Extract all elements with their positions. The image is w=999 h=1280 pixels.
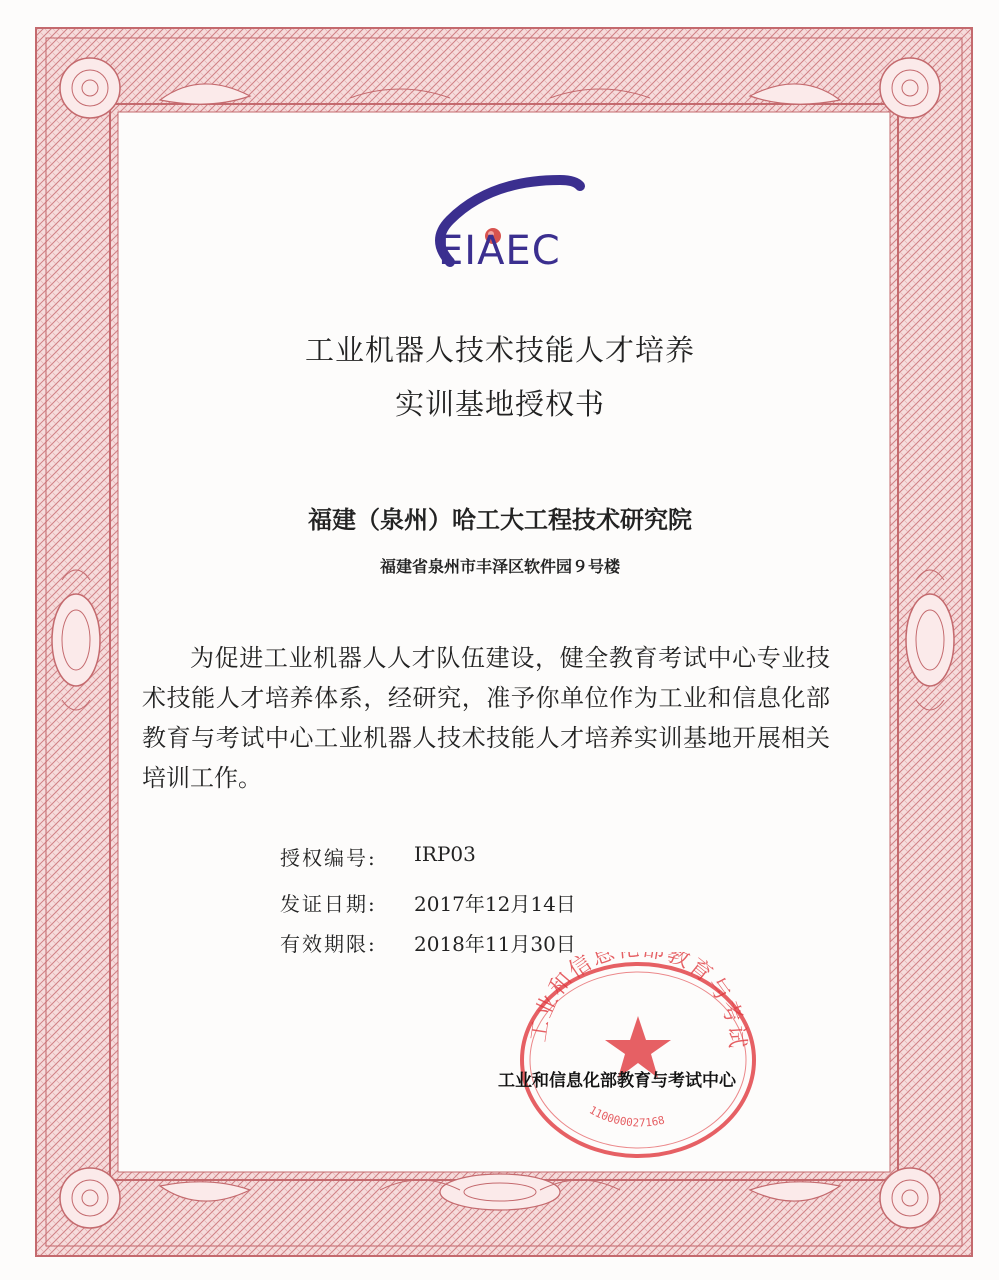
svg-text:110000027168: 110000027168 <box>587 1103 666 1130</box>
valid-until-label: 有效期限: <box>280 932 377 956</box>
valid-until-value: 2018年11月30日 <box>414 932 576 956</box>
issuer-name: 工业和信息化部教育与考试中心 <box>498 1071 736 1091</box>
auth-number-value: IRP03 <box>414 842 476 866</box>
certificate-content <box>120 120 880 1160</box>
eiaec-logo <box>410 150 590 274</box>
certificate-title-line1: 工业机器人技术技能人才培养 <box>304 333 695 367</box>
seal-stamp-icon <box>508 952 768 1162</box>
issue-date-value: 2017年12月14日 <box>414 892 576 916</box>
svg-text:工业和信息化部教育与考试中心: 工业和信息 教育与考试 <box>526 952 750 1051</box>
auth-number-label: 授权编号: <box>280 846 377 870</box>
official-seal <box>508 952 768 1162</box>
authorization-body: 为促进工业机器人人才队伍建设，健全教育考试中心专业技术技能人才培养体系，经研究，准予你单位作为工业和信息化部教育与考试中心工业机器人技术技能人才培养实训基地开展相关培训工作。 <box>142 644 830 792</box>
certificate-title-line2: 实训基地授权书 <box>394 387 605 421</box>
recipient-name: 福建（泉州）哈工大工程技术研究院 <box>308 506 692 534</box>
recipient-address: 福建省泉州市丰泽区软件园９号楼 <box>379 557 620 576</box>
logo-text: EIAEC <box>438 228 561 274</box>
issue-date-label: 发证日期: <box>280 892 377 916</box>
